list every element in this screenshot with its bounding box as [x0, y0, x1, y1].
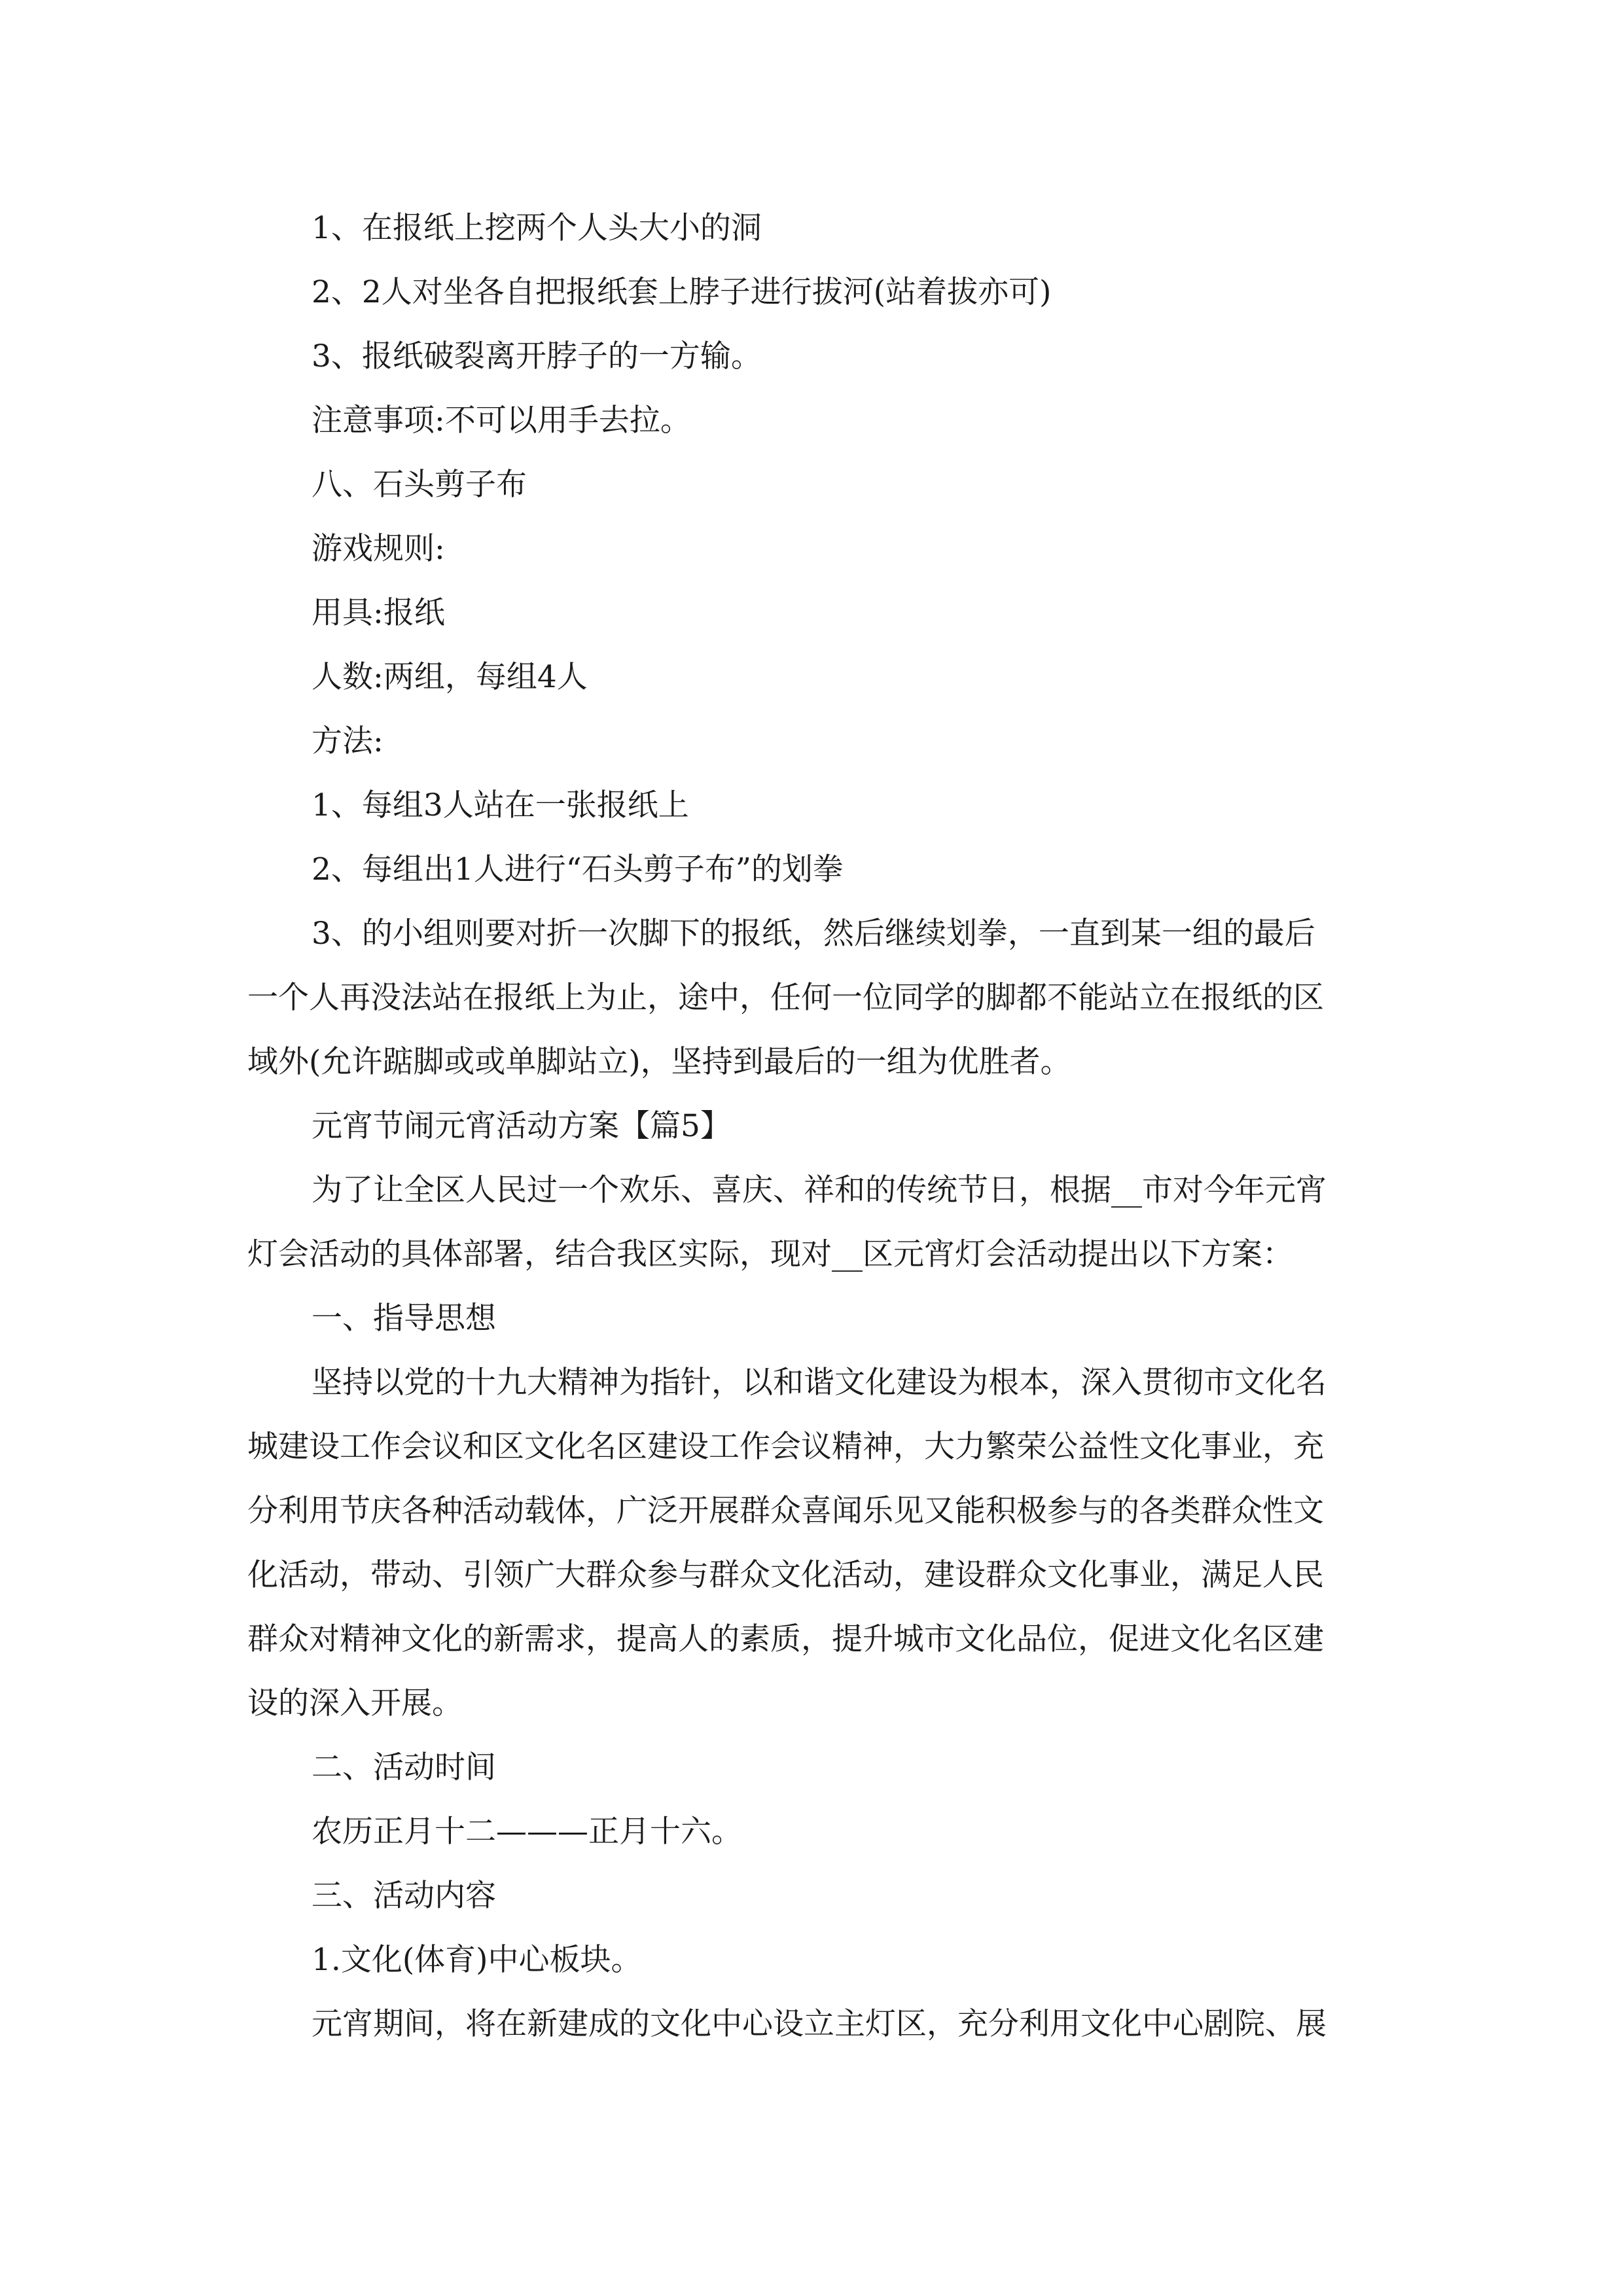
- text-line: 用具:报纸: [312, 595, 445, 631]
- text-line: 分利用节庆各种活动载体，广泛开展群众喜闻乐见又能积极参与的各类群众性文: [247, 1493, 1324, 1529]
- section-heading: 二、活动时间: [312, 1749, 496, 1785]
- text-line: 城建设工作会议和区文化名区建设工作会议精神，大力繁荣公益性文化事业，充: [247, 1429, 1324, 1465]
- text-line: 为了让全区人民过一个欢乐、喜庆、祥和的传统节日，根据__市对今年元宵: [312, 1172, 1327, 1208]
- section-heading: 八、石头剪子布: [312, 467, 527, 503]
- text-line: 坚持以党的十九大精神为指针，以和谐文化建设为根本，深入贯彻市文化名: [312, 1365, 1327, 1401]
- text-line: 元宵期间，将在新建成的文化中心设立主灯区，充分利用文化中心剧院、展: [312, 2006, 1327, 2042]
- text-line: 1、每组3人站在一张报纸上: [312, 787, 689, 823]
- text-line: 一个人再没法站在报纸上为止，途中，任何一位同学的脚都不能站立在报纸的区: [247, 980, 1324, 1016]
- article-title: 元宵节闹元宵活动方案【篇5】: [312, 1108, 731, 1144]
- text-line: 3、的小组则要对折一次脚下的报纸，然后继续划拳，一直到某一组的最后: [312, 916, 1315, 952]
- text-line: 方法:: [312, 723, 383, 759]
- text-line: 注意事项:不可以用手去拉。: [312, 403, 691, 439]
- section-heading: 三、活动内容: [312, 1878, 496, 1914]
- text-line: 农历正月十二———正月十六。: [312, 1814, 742, 1850]
- text-line: 3、报纸破裂离开脖子的一方输。: [312, 338, 762, 374]
- section-heading: 一、指导思想: [312, 1300, 496, 1336]
- text-line: 人数:两组，每组4人: [312, 659, 588, 695]
- document-page: [247, 196, 1380, 2056]
- text-line: 1、在报纸上挖两个人头大小的洞: [312, 210, 762, 246]
- text-line: 2、2人对坐各自把报纸套上脖子进行拔河(站着拔亦可): [312, 274, 1052, 310]
- text-line: 群众对精神文化的新需求，提高人的素质，提升城市文化品位，促进文化名区建: [247, 1621, 1324, 1657]
- text-line: 2、每组出1人进行“石头剪子布”的划拳: [312, 852, 844, 888]
- text-line: 游戏规则:: [312, 531, 445, 567]
- text-line: 化活动，带动、引领广大群众参与群众文化活动，建设群众文化事业，满足人民: [247, 1557, 1324, 1593]
- text-line: 域外(允许踮脚或或单脚站立)，坚持到最后的一组为优胜者。: [247, 1044, 1071, 1080]
- text-line: 设的深入开展。: [247, 1685, 463, 1721]
- text-line: 灯会活动的具体部署，结合我区实际，现对__区元宵灯会活动提出以下方案：: [247, 1236, 1293, 1272]
- text-line: 1.文化(体育)中心板块。: [312, 1942, 642, 1978]
